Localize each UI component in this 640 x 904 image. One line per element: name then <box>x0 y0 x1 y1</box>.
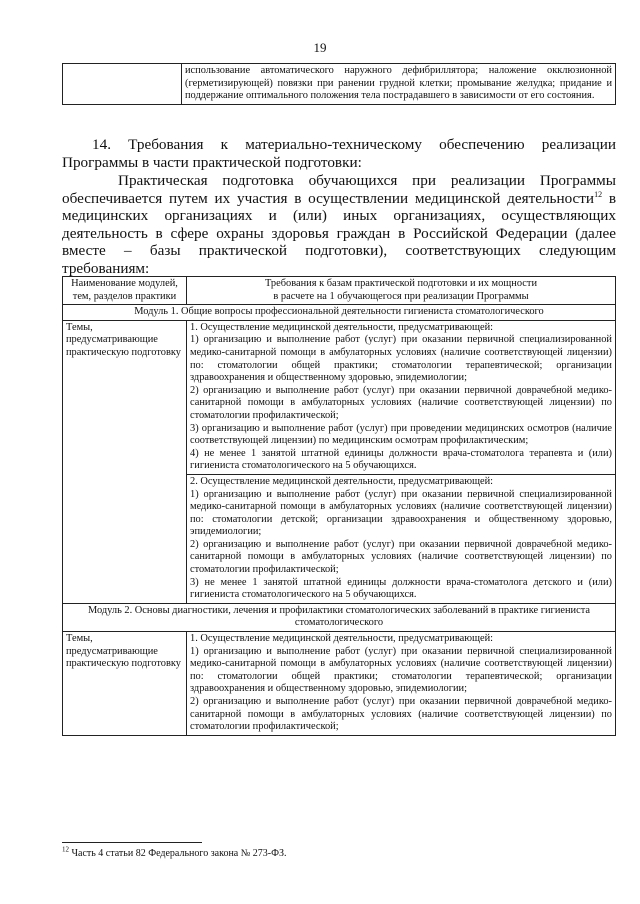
requirement-line: 2) организацию и выполнение работ (услуг) при оказании первичной доврачебной медико-санитарной помощи в амбулаторных условиях (наличие соответствующей лицензии) по стоматологии профилактической; <box>190 538 612 576</box>
header-line-1: Требования к базам практической подготовки и их мощности <box>264 278 538 289</box>
requirement-line: 1) организацию и выполнение работ (услуг) при оказании первичной специализированной медико-санитарной помощи в амбулаторных условиях (наличие соответствующей лицензии) по: стоматологии общей практики; стоматологии терапевтической; организации здравоохранения и общественному здоровью, эпидемиологии; <box>190 334 612 384</box>
header-cell-modules: Наименование модулей, тем, разделов практики <box>63 277 187 305</box>
module-1-title: Модуль 1. Общие вопросы профессиональной деятельности гигиениста стоматологического <box>63 305 616 321</box>
footnote-divider <box>62 842 202 843</box>
table-row <box>63 320 616 474</box>
requirements-block <box>187 320 616 474</box>
footnote <box>62 845 287 859</box>
footnote-marker: 12 <box>62 845 69 854</box>
module-row <box>63 305 616 321</box>
page-number: 19 <box>313 40 327 55</box>
requirements-block <box>187 474 616 603</box>
requirement-line: 1. Осуществление медицинской деятельности, предусматривающей: <box>190 321 494 333</box>
table-cell-text: использование автоматического наружного дефибриллятора; наложение окклюзионной (герметизирующей) повязки при ранении грудной клетки; промывание желудка; придание и поддержание оптимального положения тела пострадавшего в зависимости от его состояния. <box>182 64 616 105</box>
section-heading: 14. Требования к материально-техническому обеспечению реализации Программы в части практической подготовки: <box>62 136 616 171</box>
module-row <box>63 603 616 631</box>
requirement-line: 2. Осуществление медицинской деятельности, предусматривающей: <box>190 475 494 487</box>
paragraph-text-before: Практическая подготовка обучающихся при реализации Программы обеспечивается путем их участия в осуществлении медицинской деятельности <box>62 172 616 207</box>
topic-cell: Темы, предусматривающие практическую подготовку <box>63 632 187 736</box>
requirement-line: 2) организацию и выполнение работ (услуг) при оказании первичной доврачебной медико-санитарной помощи в амбулаторных условиях (наличие соответствующей лицензии) по стоматологии профилактической; <box>190 384 612 421</box>
body-paragraph <box>62 172 616 278</box>
requirement-line: 3) организацию и выполнение работ (услуг) при проведении медицинских осмотров (наличие соответствующей лицензии) по медицинским осмотрам профилактическим; <box>190 422 612 447</box>
footnote-text: Часть 4 статьи 82 Федерального закона № 273-ФЗ. <box>69 848 287 859</box>
continued-table <box>62 63 616 105</box>
paragraph-text-after: в медицинских организациях и (или) иных организациях, осуществляющих деятельность в сфере охраны здоровья граждан в Российской Федерации (далее вместе – базы практической подготовки), соответствующих следующим требованиям: <box>62 189 617 277</box>
topic-cell: Темы, предусматривающие практическую подготовку <box>63 320 187 603</box>
table-row <box>63 632 616 736</box>
requirements-table <box>62 276 616 736</box>
requirement-line: 3) не менее 1 занятой штатной единицы должности врача-стоматолога детского и (или) гигиениста стоматологического на 5 обучающихся. <box>190 576 612 601</box>
requirement-line: 2) организацию и выполнение работ (услуг) при оказании первичной доврачебной медико-санитарной помощи в амбулаторных условиях (наличие соответствующей лицензии) по стоматологии профилактической; <box>190 696 612 733</box>
requirement-line: 1) организацию и выполнение работ (услуг) при оказании первичной специализированной медико-санитарной помощи в амбулаторных условиях (наличие соответствующей лицензии) по: стоматологии детской; организации здравоохранения и общественному здоровью, эпидемиологии; <box>190 488 612 538</box>
requirements-block <box>187 632 616 736</box>
requirement-line: 4) не менее 1 занятой штатной единицы должности врача-стоматолога терапевта и (или) гигиениста стоматологического на 5 обучающихся. <box>190 447 612 472</box>
table-header-row <box>63 277 616 305</box>
footnote-reference: 12 <box>594 189 603 199</box>
table-row <box>63 64 616 105</box>
requirement-line: 1. Осуществление медицинской деятельности, предусматривающей: <box>190 633 494 645</box>
header-cell-requirements <box>187 277 616 305</box>
header-line-2: в расчете на 1 обучающегося при реализации Программы <box>273 290 529 302</box>
table-cell-empty <box>63 64 182 105</box>
requirement-line: 1) организацию и выполнение работ (услуг) при оказании первичной специализированной медико-санитарной помощи в амбулаторных условиях (наличие соответствующей лицензии) по: стоматологии общей практики; стоматологии терапевтической; организации здравоохранения и общественному здоровью, эпидемиологии; <box>190 645 612 695</box>
module-2-title: Модуль 2. Основы диагностики, лечения и профилактики стоматологических заболеваний в практике гигиениста стоматологического <box>63 603 616 631</box>
